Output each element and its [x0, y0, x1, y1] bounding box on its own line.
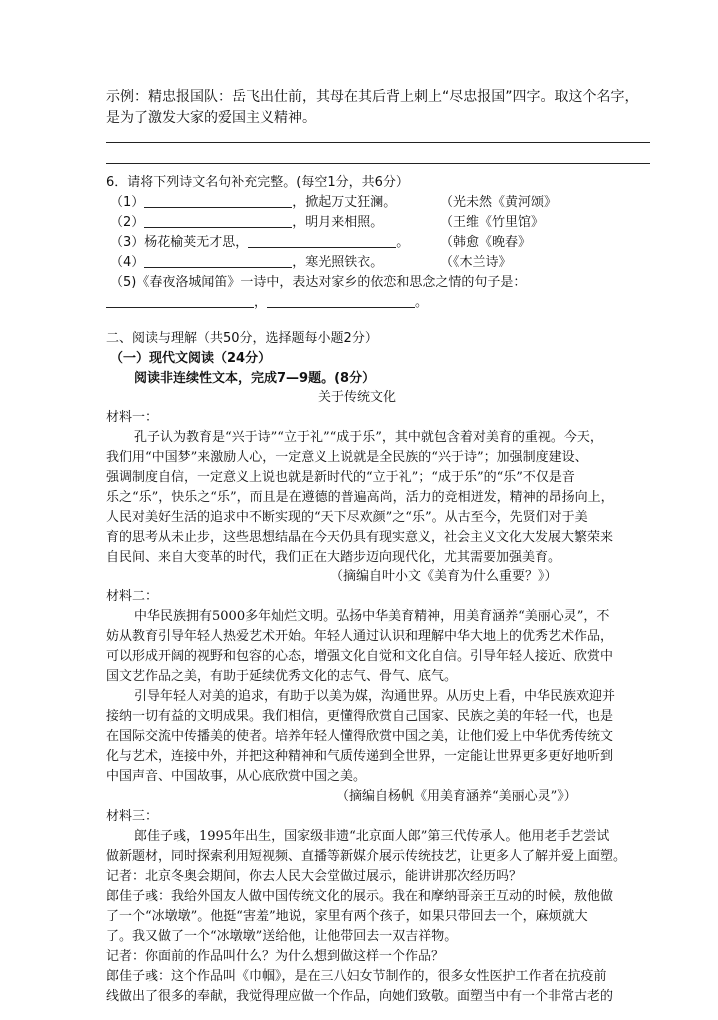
q6-source-1: （光未然《黄河颂》: [440, 195, 558, 210]
m2-line: 中国声音、中国故事，从心底欣赏中国之美。: [106, 769, 367, 784]
q6-blank-4[interactable]: [144, 253, 292, 268]
answer-line-1[interactable]: [106, 142, 650, 143]
section2-title: 二、阅读与理解（共50分，选择题每小题2分）: [106, 331, 378, 346]
q6-item-text: ，寒光照铁衣。: [292, 255, 384, 270]
m1-line: 人民对美好生活的追求中不断实现的“天下尽欢颜”之“乐”。从古至今，先贤们对于美: [106, 510, 588, 525]
q6-item-num: （1）: [110, 195, 145, 210]
m3-line: 郎佳子彧：我给外国友人做中国传统文化的展示。我在和摩纳哥亲王互动的时候，敖他做: [106, 889, 614, 904]
q6-item-3: [110, 231, 409, 250]
q6-blank-1[interactable]: [144, 193, 292, 208]
q6-item-sep: ，: [254, 295, 268, 310]
q6-item-num: （4）: [110, 255, 145, 270]
m1-source: （摘编自叶小文《美育为什么重要？》）: [330, 569, 558, 584]
q6-item-4: [110, 251, 383, 270]
m2-label: 材料二：: [106, 589, 159, 604]
m3-line: 了。我又做了一个“冰墩墩”送给他，让他带回去一双吉祥物。: [106, 929, 458, 944]
m2-line: 化与艺术，连接中外，并把这种精神和气质传递到全世界，一定能让世界更多更好地听到: [106, 749, 614, 764]
q6-source-2: （王维《竹里馆》: [440, 215, 545, 230]
q6-item-5-line2: [106, 291, 428, 310]
m3-line: 郎佳子彧：这个作品叫《巾帼》，是在三八妇女节制作的，很多女性医护工作者在抗疫前: [106, 969, 607, 984]
m3-line: 记者：北京冬奥会期间，你去人民大会堂做过展示，能讲讲那次经历吗？: [106, 869, 523, 884]
m1-label: 材料一：: [106, 410, 159, 425]
m1-line: 孔子认为教育是“兴于诗”“立于礼”“成于乐”，其中就包含着对美育的重视。今天，: [134, 430, 603, 445]
q6-blank-5a[interactable]: [106, 293, 254, 308]
m3-line: 线做出了很多的奉献，我觉得理应做一个作品，向她们致敬。面塑当中有一个非常古老的: [106, 989, 614, 1004]
q6-item-num: （2）: [110, 215, 145, 230]
example-line-1: 示例：精忠报国队：岳飞出仕前，其母在其后背上刺上“尽忠报国”四字。取这个名字，: [106, 89, 639, 105]
q6-blank-5b[interactable]: [267, 293, 415, 308]
m1-line: 我们用“中国梦”来激励人心，一定意义上说就是全民族的“兴于诗”；加强制度建设、: [106, 450, 588, 465]
q6-title: 6．请将下列诗文名句补充完整。(每空1分，共6分）: [106, 175, 409, 190]
section2-subtitle: （一）现代文阅读（24分）: [110, 351, 272, 366]
m2-line: 中华民族拥有5000多年灿烂文明。弘扬中华美育精神，用美育涵养“美丽心灵”，不: [134, 609, 610, 624]
m2-line: 引导年轻人对美的追求，有助于以美为媒，沟通世界。从历史上看，中华民族欢迎并: [134, 689, 616, 704]
m1-line: 自民间、来自大变革的时代，我们正在大踏步迈向现代化，尤其需要加强美育。: [106, 550, 562, 565]
q6-blank-2[interactable]: [144, 213, 292, 228]
article-title: 关于传统文化: [318, 390, 397, 405]
m2-line: 接纳一切有益的文明成果。我们相信，更懂得欣赏自己国家、民族之美的年轻一代，也是: [106, 709, 614, 724]
q6-source-3: （韩愈《晚春》: [440, 235, 532, 250]
q6-item-text: 。: [396, 235, 410, 250]
m2-line: 妨从教育引导年轻人热爱艺术开始。年轻人通过认识和理解中华大地上的优秀艺术作品，: [106, 629, 614, 644]
m2-line: 在国际交流中传播美的使者。培养年轻人懂得欣赏中国之美，让他们爱上中华优秀传统文: [106, 729, 614, 744]
m3-label: 材料三：: [106, 809, 159, 824]
q6-blank-3[interactable]: [248, 233, 396, 248]
q6-item-5-line1: （5)《春夜洛城闻笛》一诗中，表达对家乡的依恋和思念之情的句子是：: [110, 275, 527, 290]
m3-line: 记者：你面前的作品叫什么？为什么想到做这样一个作品？: [106, 949, 445, 964]
m1-line: 育的思考从未止步，这些思想结晶在今天仍具有现实意义，社会主义文化大发展大繁荣来: [106, 530, 614, 545]
q6-item-end: 。: [415, 295, 429, 310]
task-instruction: 阅读非连续性文本，完成7—9题。(8分）: [134, 371, 376, 386]
q6-item-2: [110, 211, 383, 230]
q6-item-1: [110, 191, 396, 210]
q6-item-num: （3）: [110, 235, 145, 250]
m3-line: 做新题材，同时探索利用短视频、直播等新媒介展示传统技艺，让更多人了解并爱上面塑。: [106, 849, 627, 864]
m2-line: 国文艺作品之美，有助于延续优秀文化的志气、骨气、底气。: [106, 669, 458, 684]
q6-item-lead: 杨花榆荚无才思，: [144, 235, 249, 250]
m3-line: 了一个“冰墩墩”。他挺“害羞”地说，家里有两个孩子，如果只带回去一个，麻烦就大: [106, 909, 588, 924]
q6-item-text: ，明月来相照。: [292, 215, 384, 230]
m2-source: （摘编自杨帆《用美育涵养“美丽心灵”》）: [336, 789, 577, 804]
m1-line: 乐之“乐”，快乐之“乐”，而且是在遵德的普遍高尚，活力的竞相迸发，精神的昂扬向上，: [106, 490, 614, 505]
q6-source-4: （《木兰诗》: [440, 255, 512, 270]
m2-line: 可以形成开阔的视野和包容的心态，增强文化自觉和文化自信。引导年轻人接近、欣赏中: [106, 649, 614, 664]
answer-line-2[interactable]: [106, 163, 650, 164]
q6-item-text: ，掀起万丈狂澜。: [292, 195, 397, 210]
m1-line: 强调制度自信，一定意义上说也就是新时代的“立于礼”；“成于乐”的“乐”不仅是音: [106, 470, 575, 485]
m3-line: 郎佳子彧，1995年出生，国家级非遗“北京面人郎”第三代传承人。他用老手艺尝试: [134, 829, 610, 844]
example-line-2: 是为了激发大家的爱国主义精神。: [106, 110, 316, 126]
